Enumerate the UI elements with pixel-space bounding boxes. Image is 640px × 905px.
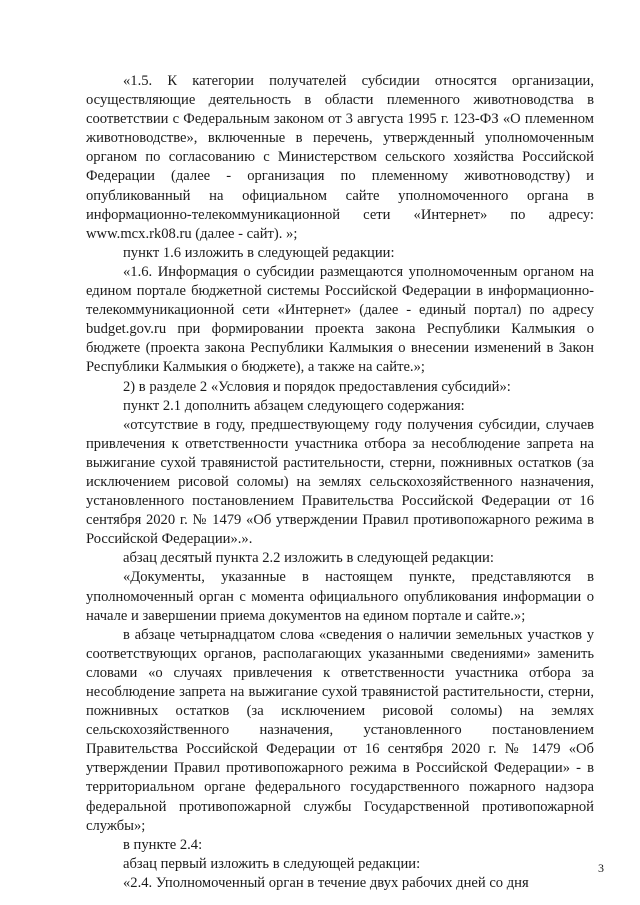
paragraph-1-6: «1.6. Информация о субсидии размещаются уполномоченным органом на едином портале бюджетной системы Российской Федерации в информационно-телекоммуникационной сети «Интернет» (далее - единый портал) по адресу budget.gov.ru при формировании проекта закона Республики Калмыкия о бюджете (проекта закона Республики Калмыкия о внесении изменений в Закон Республики Калмыкия о бюджете), а также на сайте.»;: [86, 263, 594, 376]
paragraph-2-4: «2.4. Уполномоченный орган в течение двух рабочих дней со дня: [123, 874, 529, 891]
paragraph-2-2-documents: «Документы, указанные в настоящем пункте, представляются в уполномоченный орган с момента официального опубликования информации о начале и завершении приема документов на едином портале и сайте.»;: [86, 569, 594, 624]
paragraph-item-2-2-instruction: абзац десятый пункта 2.2 изложить в следующей редакции:: [123, 550, 494, 567]
page-number: 3: [598, 861, 604, 875]
paragraph-item-2-4-first-abzac: абзац первый изложить в следующей редакции:: [123, 855, 421, 872]
paragraph-2-1-addition: «отсутствие в году, предшествующему году получения субсидии, случаев привлечения к ответственности участника отбора за несоблюдение запрета на выжигание сухой травянистой растительности, стерни, пожнивных остатков (за исключением рисовой соломы) на землях сельскохозяйственного назначения, установленного постановлением Правительства Российской Федерации от 16 сентября 2020 г. № 1479 «Об утверждении Правил противопожарного режима в Российской Федерации».».: [86, 416, 594, 548]
paragraph-section-2: 2) в разделе 2 «Условия и порядок предоставления субсидий»:: [123, 378, 511, 395]
paragraph-item-2-4: в пункте 2.4:: [123, 836, 203, 853]
paragraph-1-5: «1.5. К категории получателей субсидии относятся организации, осуществляющие деятельность в области племенного животноводства в соответствии с Федеральным законом от 3 августа 1995 г. 123-ФЗ «О племенном животноводстве», включенные в перечень, утвержденный уполномоченным органом по согласованию с Министерством сельского хозяйства Российской Федерации (далее - организация по племенному животноводству) и опубликованный на официальном сайте уполномоченного органа в информационно-телекоммуникационной сети «Интернет» по адресу: www.mcx.rk08.ru (далее - сайт). »;: [86, 73, 594, 242]
paragraph-item-1-6-instruction: пункт 1.6 изложить в следующей редакции:: [123, 244, 395, 261]
paragraph-item-2-1-instruction: пункт 2.1 дополнить абзацем следующего содержания:: [123, 397, 465, 414]
paragraph-abzac-14: в абзаце четырнадцатом слова «сведения о наличии земельных участков у соответствующих органов, располагающих указанными сведениями» заменить словами «о случаях привлечения к ответственности участника отбора за несоблюдение запрета на выжигание сухой травянистой растительности, стерни, пожнивных остатков (за исключением рисовой соломы) на землях сельскохозяйственного назначения, установленного постановлением Правительства Российской Федерации от 16 сентября 2020 г. № 1479 «Об утверждении Правил противопожарного режима в Российской Федерации» - в территориальном органе федерального государственного пожарного надзора федеральной противопожарной службы Государственной противопожарной службы»;: [86, 626, 594, 834]
document-body: [86, 72, 594, 893]
